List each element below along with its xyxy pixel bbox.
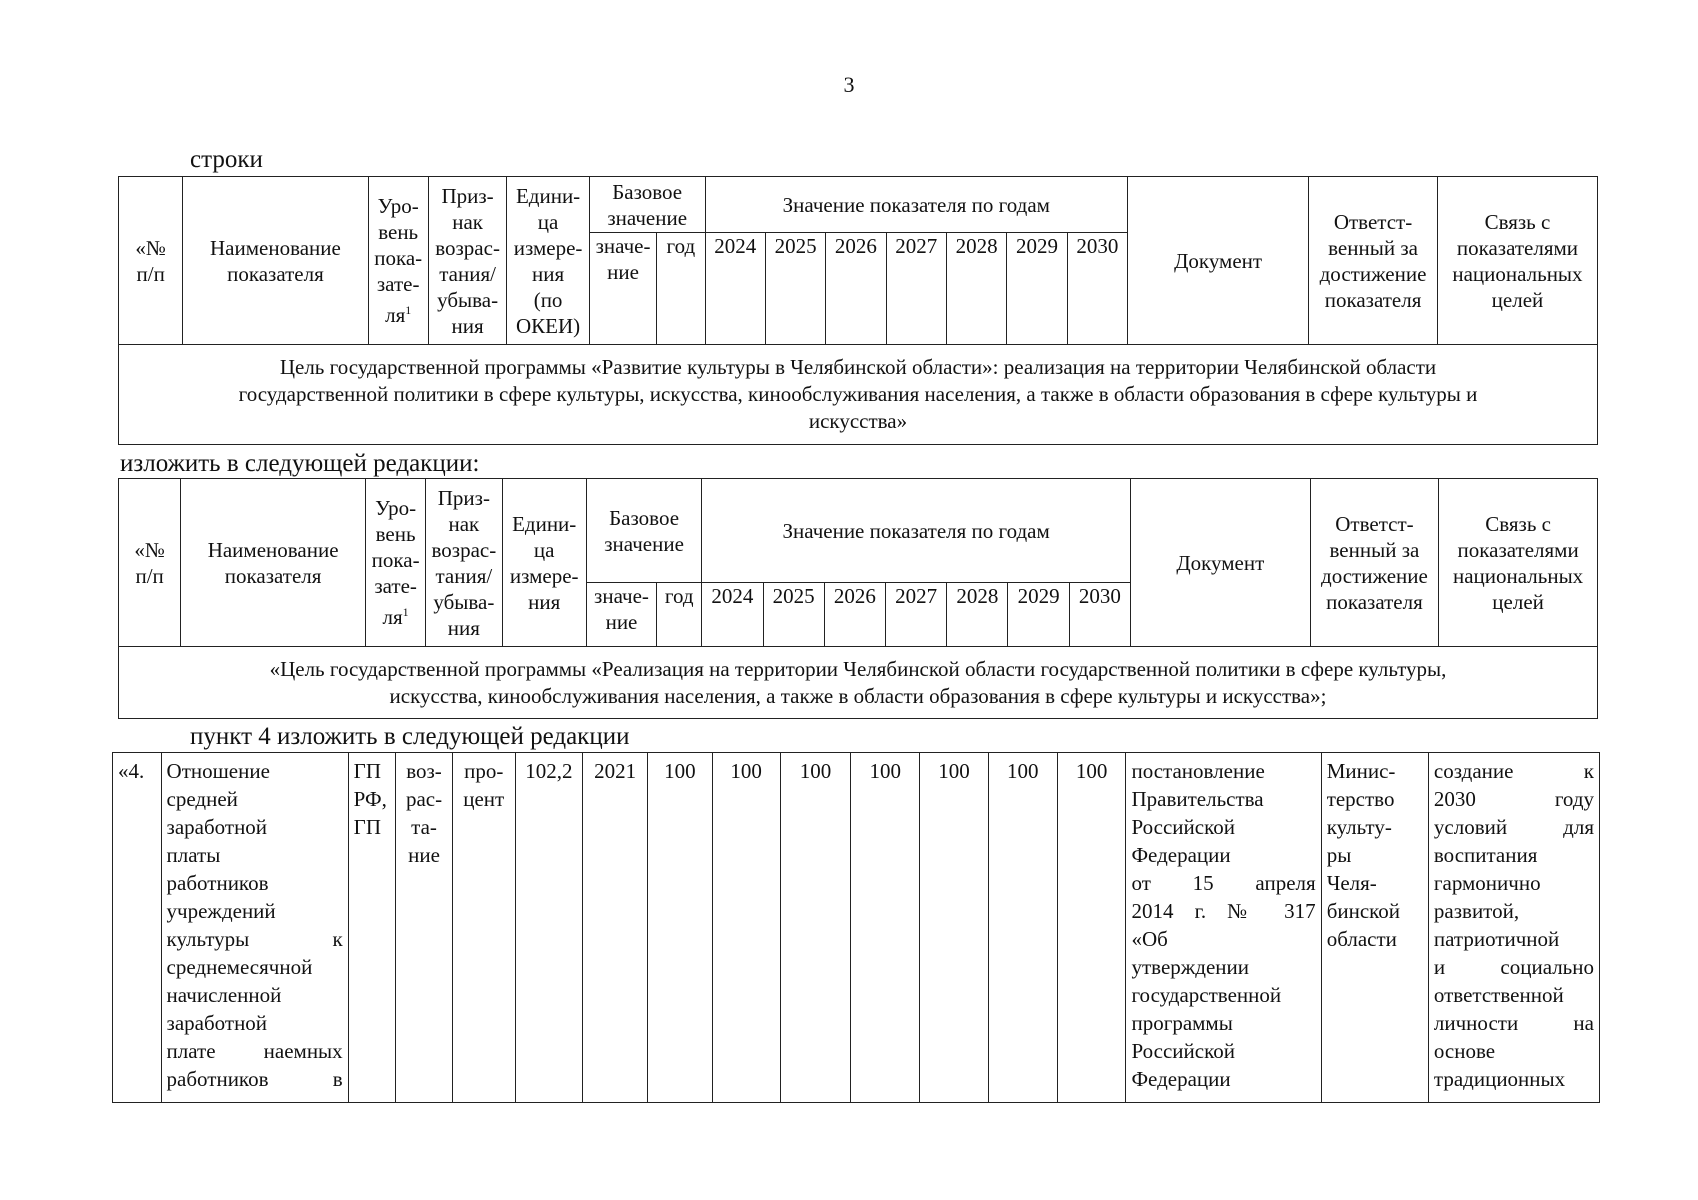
header-document: Документ	[1130, 479, 1310, 647]
label-replace: изложить в следующей редакции:	[120, 450, 480, 477]
header-year: 2025	[765, 233, 825, 345]
header-year: 2030	[1069, 583, 1130, 647]
header-level: Уро- вень пока- зате- $ля^1$	[368, 177, 428, 345]
row4-value: 100	[851, 753, 920, 1103]
header-num: «№ п/п	[119, 479, 181, 647]
header-year: 2026	[826, 233, 886, 345]
row4-document: постановление Правительства Российской Федерации от 15 апреля 2014 г. № 317 «Об утверждении государственной программы Российской Федерации	[1126, 753, 1321, 1103]
table-new	[118, 478, 1598, 719]
row4-responsible: Минис- терство культу- ры Челя- бинской области	[1321, 753, 1428, 1103]
header-year: 2024	[702, 583, 763, 647]
header-responsible: Ответст- венный за достижение показателя	[1310, 479, 1439, 647]
row4-base-value: 102,2	[515, 753, 583, 1103]
header-values-by-year: Значение показателя по годам	[705, 177, 1128, 233]
row4-level: ГП РФ, ГП	[348, 753, 396, 1103]
row4-base-year: 2021	[583, 753, 648, 1103]
row4-value: 100	[712, 753, 780, 1103]
header-name: Наименование показателя	[183, 177, 368, 345]
header-responsible: Ответст- венный за достижение показателя	[1309, 177, 1438, 345]
goal-old: Цель государственной программы «Развитие культуры в Челябинской области»: реализация на территории Челябинской области государственной политики в сфере культуры, искусства, кинообслуживания населения, а также в области образования в сфере культуры и искусства»	[119, 345, 1598, 445]
header-base-value: значе- ние	[586, 583, 656, 647]
header-num: «№ п/п	[119, 177, 183, 345]
header-level: Уро- вень пока- зате- $ля^1$	[365, 479, 425, 647]
row4-value: 100	[648, 753, 713, 1103]
header-base-year: год	[657, 233, 705, 345]
header-year: 2026	[824, 583, 885, 647]
table-old	[118, 176, 1598, 445]
header-base: Базовое значение	[586, 479, 701, 583]
row4-sign: воз- рас- та- ние	[396, 753, 453, 1103]
header-unit: Едини- ца измере- ния	[502, 479, 586, 647]
table-row	[113, 753, 1600, 1103]
header-unit: Едини- ца измере- ния (по ОКЕИ)	[507, 177, 590, 345]
header-year: 2029	[1007, 233, 1067, 345]
row4-unit: про- цент	[452, 753, 515, 1103]
header-year: 2027	[886, 583, 947, 647]
header-year: 2025	[763, 583, 824, 647]
row4-name: Отношение средней заработной платы работников учреждений культуры к среднемесячной начисленной заработной плате наемных работников в	[161, 753, 348, 1103]
row4-num: «4.	[113, 753, 162, 1103]
row4-link: создание к 2030 году условий для воспитания гармонично развитой, патриотичной и социально ответственной личности на основе традиционных	[1428, 753, 1599, 1103]
header-year: 2027	[886, 233, 946, 345]
header-year: 2024	[705, 233, 765, 345]
header-base: Базовое значение	[589, 177, 705, 233]
header-name: Наименование показателя	[181, 479, 366, 647]
goal-new: «Цель государственной программы «Реализация на территории Челябинской области государственной политики в сфере культуры, искусства, кинообслуживания населения, а также в области образования в сфере культуры и искусства»;	[119, 647, 1598, 719]
page-number: 3	[843, 72, 855, 97]
header-base-value: значе- ние	[589, 233, 656, 345]
header-link: Связь с показателями национальных целей	[1437, 177, 1597, 345]
header-values-by-year: Значение показателя по годам	[702, 479, 1131, 583]
row4-value: 100	[780, 753, 851, 1103]
header-sign: Приз- нак возрас- тания/ убыва- ния	[426, 479, 502, 647]
header-year: 2030	[1067, 233, 1127, 345]
header-sign: Приз- нак возрас- тания/ убыва- ния	[428, 177, 506, 345]
label-rows: строки	[190, 146, 263, 173]
row4-value: 100	[920, 753, 989, 1103]
header-year: 2028	[946, 233, 1006, 345]
header-document: Документ	[1128, 177, 1309, 345]
table-item4	[112, 752, 1600, 1103]
label-item4: пункт 4 изложить в следующей редакции	[190, 723, 630, 750]
row4-value: 100	[1057, 753, 1126, 1103]
header-year: 2029	[1008, 583, 1069, 647]
header-link: Связь с показателями национальных целей	[1439, 479, 1598, 647]
header-base-year: год	[657, 583, 702, 647]
row4-value: 100	[988, 753, 1057, 1103]
header-year: 2028	[947, 583, 1008, 647]
